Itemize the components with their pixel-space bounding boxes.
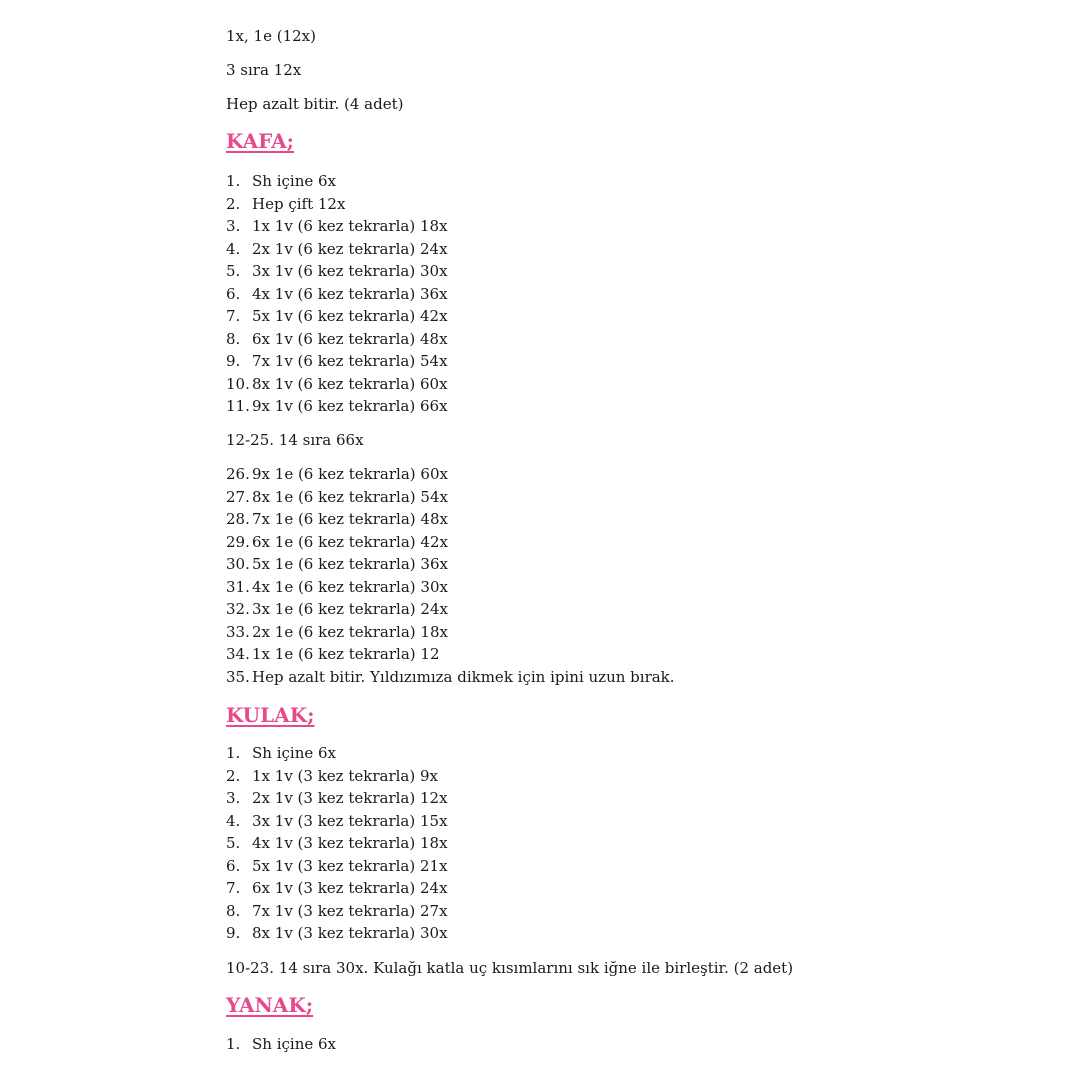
yanak-heading: YANAK; (226, 993, 314, 1017)
intro-line-3: Hep azalt bitir. (4 adet) (226, 95, 404, 113)
list-item-text: 6x 1v (6 kez tekrarla) 48x (252, 329, 448, 348)
intro-line-1: 1x, 1e (12x) (226, 27, 316, 45)
list-item-number: 1. (226, 744, 241, 762)
list-item (226, 810, 448, 833)
kafa-heading: KAFA; (226, 129, 295, 153)
list-item-text: 3x 1e (6 kez tekrarla) 24x (252, 600, 448, 618)
list-item (226, 922, 448, 945)
list-item-number: 1. (226, 172, 241, 190)
list-item-number: 11. (226, 397, 250, 415)
list-item-number: 28. (226, 510, 250, 528)
list-item (226, 553, 675, 576)
list-item-number: 27. (226, 487, 250, 506)
list-item-text: 4x 1e (6 kez tekrarla) 30x (252, 577, 448, 596)
list-item (226, 666, 675, 689)
list-item (226, 328, 448, 351)
list-item-number: 8. (226, 329, 241, 348)
kafa-steps-list-a (226, 170, 448, 418)
list-item (226, 643, 675, 666)
list-item-text: 5x 1v (6 kez tekrarla) 42x (252, 307, 448, 325)
list-item (226, 531, 675, 554)
list-item-text: 8x 1e (6 kez tekrarla) 54x (252, 487, 448, 506)
list-item-text: 2x 1v (6 kez tekrarla) 24x (252, 239, 448, 258)
list-item (226, 900, 448, 923)
list-item-number: 8. (226, 901, 241, 920)
kafa-steps-list-b (226, 463, 675, 688)
list-item-text: 5x 1e (6 kez tekrarla) 36x (252, 555, 448, 573)
list-item (226, 598, 675, 621)
list-item (226, 215, 448, 238)
list-item-text: 9x 1e (6 kez tekrarla) 60x (252, 465, 448, 483)
list-item-text: Sh içine 6x (252, 172, 337, 190)
kulak-heading: KULAK; (226, 703, 315, 727)
list-item-text: 1x 1e (6 kez tekrarla) 12 (252, 645, 440, 663)
list-item (226, 395, 448, 418)
list-item (226, 576, 675, 599)
list-item (226, 305, 448, 328)
list-item-number: 30. (226, 555, 250, 573)
list-item (226, 742, 448, 765)
list-item-text: 9x 1v (6 kez tekrarla) 66x (252, 397, 448, 415)
list-item-number: 9. (226, 352, 241, 370)
list-item-text: 6x 1e (6 kez tekrarla) 42x (252, 532, 448, 551)
list-item-number: 33. (226, 622, 250, 641)
intro-line-2: 3 sıra 12x (226, 61, 302, 79)
list-item-text: 8x 1v (3 kez tekrarla) 30x (252, 924, 448, 942)
list-item-text: 4x 1v (6 kez tekrarla) 36x (252, 284, 448, 303)
kafa-middle-line: 12-25. 14 sıra 66x (226, 431, 364, 449)
yanak-steps-list (226, 1033, 336, 1056)
list-item-text: Sh içine 6x (252, 1035, 337, 1053)
list-item-text: 3x 1v (6 kez tekrarla) 30x (252, 262, 448, 280)
list-item-number: 35. (226, 667, 250, 686)
list-item-text: 1x 1v (6 kez tekrarla) 18x (252, 217, 448, 235)
list-item-text: 2x 1v (3 kez tekrarla) 12x (252, 789, 448, 807)
list-item-number: 10. (226, 374, 250, 393)
list-item (226, 877, 448, 900)
list-item (226, 170, 448, 193)
list-item-text: 4x 1v (3 kez tekrarla) 18x (252, 834, 448, 852)
list-item-text: 1x 1v (3 kez tekrarla) 9x (252, 766, 438, 785)
list-item-number: 31. (226, 577, 250, 596)
list-item-text: 3x 1v (3 kez tekrarla) 15x (252, 811, 448, 830)
list-item-text: Hep çift 12x (252, 194, 346, 213)
list-item-number: 26. (226, 465, 250, 483)
list-item (226, 765, 448, 788)
list-item-number: 7. (226, 307, 241, 325)
list-item-text: 6x 1v (3 kez tekrarla) 24x (252, 879, 448, 897)
list-item (226, 283, 448, 306)
list-item (226, 486, 675, 509)
list-item-number: 2. (226, 194, 241, 213)
list-item (226, 621, 675, 644)
kulak-steps-list (226, 742, 448, 945)
kulak-footer-line: 10-23. 14 sıra 30x. Kulağı katla uç kısımlarını sık iğne ile birleştir. (2 adet) (226, 959, 794, 977)
list-item (226, 238, 448, 261)
list-item-number: 7. (226, 879, 241, 897)
list-item (226, 832, 448, 855)
list-item-number: 29. (226, 532, 250, 551)
list-item-text: 8x 1v (6 kez tekrarla) 60x (252, 374, 448, 393)
list-item-number: 4. (226, 239, 241, 258)
list-item (226, 855, 448, 878)
list-item (226, 508, 675, 531)
list-item (226, 193, 448, 216)
list-item-text: 2x 1e (6 kez tekrarla) 18x (252, 622, 448, 641)
list-item-number: 5. (226, 834, 241, 852)
list-item (226, 350, 448, 373)
list-item-number: 2. (226, 766, 241, 785)
list-item-text: 7x 1e (6 kez tekrarla) 48x (252, 510, 448, 528)
list-item-number: 5. (226, 262, 241, 280)
list-item-number: 4. (226, 811, 241, 830)
list-item (226, 260, 448, 283)
list-item-number: 9. (226, 924, 241, 942)
list-item-text: 7x 1v (6 kez tekrarla) 54x (252, 352, 448, 370)
list-item-number: 3. (226, 217, 241, 235)
list-item-number: 32. (226, 600, 250, 618)
list-item-number: 1. (226, 1035, 241, 1053)
list-item (226, 787, 448, 810)
list-item-number: 34. (226, 645, 250, 663)
list-item-text: Hep azalt bitir. Yıldızımıza dikmek için ipini uzun bırak. (252, 667, 675, 686)
list-item-number: 3. (226, 789, 241, 807)
list-item (226, 1033, 336, 1056)
list-item-text: 5x 1v (3 kez tekrarla) 21x (252, 856, 448, 875)
list-item-number: 6. (226, 856, 241, 875)
list-item-text: Sh içine 6x (252, 744, 337, 762)
list-item (226, 373, 448, 396)
list-item (226, 463, 675, 486)
list-item-number: 6. (226, 284, 241, 303)
list-item-text: 7x 1v (3 kez tekrarla) 27x (252, 901, 448, 920)
